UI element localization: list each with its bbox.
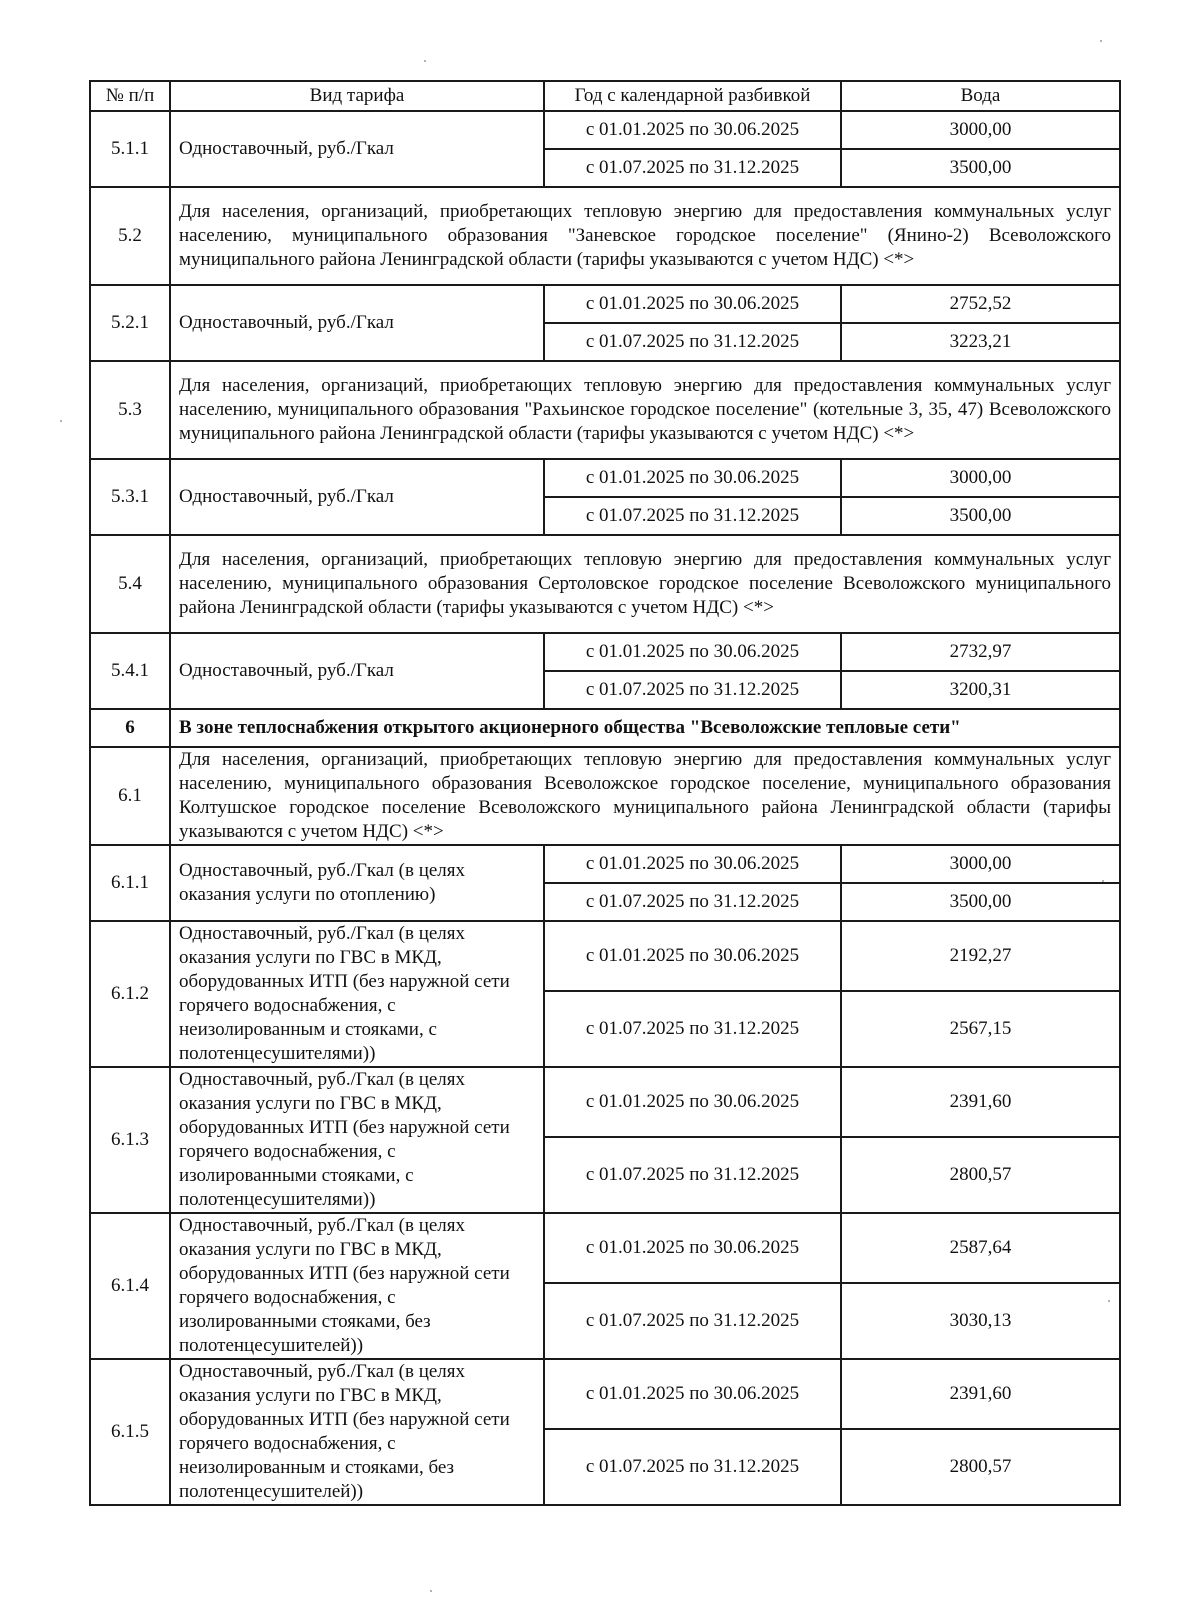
scan-speck: [424, 60, 426, 62]
table-row: [90, 747, 1120, 845]
water-value: 3500,00: [841, 883, 1120, 921]
period-h1: с 01.01.2025 по 30.06.2025: [544, 845, 841, 883]
row-number: 5.4.1: [90, 633, 170, 709]
water-value: 3500,00: [841, 497, 1120, 535]
header-kind: Вид тарифа: [170, 81, 544, 111]
header-num: № п/п: [90, 81, 170, 111]
period-h1: с 01.01.2025 по 30.06.2025: [544, 1359, 841, 1429]
table-row: [90, 459, 1120, 497]
tariff-table: [89, 80, 1121, 1506]
row-number: 6.1: [90, 747, 170, 845]
tariff-kind: Одноставочный, руб./Гкал: [170, 285, 544, 361]
row-number: 5.2: [90, 187, 170, 285]
period-h1: с 01.01.2025 по 30.06.2025: [544, 921, 841, 991]
water-value: 3223,21: [841, 323, 1120, 361]
period-h2: с 01.07.2025 по 31.12.2025: [544, 497, 841, 535]
tariff-kind: Одноставочный, руб./Гкал (в целях оказания услуги по отоплению): [170, 845, 544, 921]
table-row: [90, 361, 1120, 459]
period-h2: с 01.07.2025 по 31.12.2025: [544, 323, 841, 361]
scan-speck: [430, 1590, 432, 1592]
water-value: 2800,57: [841, 1429, 1120, 1505]
section-description: Для населения, организаций, приобретающих тепловую энергию для предоставления коммунальных услуг населению, муниципального образования Всеволожское городское поселение, муниципального образования Колтушское городское поселение Всеволожского муниципального района Ленинградской области (тарифы указываются с учетом НДС) <*>: [170, 747, 1120, 845]
table-row: [90, 1213, 1120, 1283]
row-number: 6.1.3: [90, 1067, 170, 1213]
table-row: [90, 1359, 1120, 1429]
table-row: [90, 535, 1120, 633]
table-row: [90, 111, 1120, 149]
period-h1: с 01.01.2025 по 30.06.2025: [544, 1213, 841, 1283]
period-h2: с 01.07.2025 по 31.12.2025: [544, 671, 841, 709]
header-water: Вода: [841, 81, 1120, 111]
period-h2: с 01.07.2025 по 31.12.2025: [544, 1283, 841, 1359]
period-h1: с 01.01.2025 по 30.06.2025: [544, 1067, 841, 1137]
period-h1: с 01.01.2025 по 30.06.2025: [544, 111, 841, 149]
tariff-kind: Одноставочный, руб./Гкал: [170, 459, 544, 535]
header-period: Год с календарной разбивкой: [544, 81, 841, 111]
water-value: 2752,52: [841, 285, 1120, 323]
water-value: 3030,13: [841, 1283, 1120, 1359]
zone-heading: В зоне теплоснабжения открытого акционерного общества "Всеволожские тепловые сети": [170, 709, 1120, 747]
table-row: [90, 187, 1120, 285]
table-row: [90, 921, 1120, 991]
tariff-kind: Одноставочный, руб./Гкал: [170, 111, 544, 187]
water-value: 3000,00: [841, 845, 1120, 883]
period-h2: с 01.07.2025 по 31.12.2025: [544, 1429, 841, 1505]
water-value: 3200,31: [841, 671, 1120, 709]
period-h1: с 01.01.2025 по 30.06.2025: [544, 459, 841, 497]
table-row: [90, 633, 1120, 671]
scan-speck: [1108, 1300, 1110, 1302]
water-value: 2567,15: [841, 991, 1120, 1067]
period-h2: с 01.07.2025 по 31.12.2025: [544, 1137, 841, 1213]
tariff-kind: Одноставочный, руб./Гкал (в целях оказания услуги по ГВС в МКД, оборудованных ИТП (без наружной сети горячего водоснабжения, с изолированными стояками, без полотенцесушителей)): [170, 1213, 544, 1359]
row-number: 6.1.5: [90, 1359, 170, 1505]
water-value: 2800,57: [841, 1137, 1120, 1213]
water-value: 2587,64: [841, 1213, 1120, 1283]
period-h2: с 01.07.2025 по 31.12.2025: [544, 991, 841, 1067]
scan-speck: [60, 420, 62, 422]
scan-speck: [1102, 880, 1104, 882]
water-value: 2391,60: [841, 1067, 1120, 1137]
table-row: [90, 845, 1120, 883]
tariff-kind: Одноставочный, руб./Гкал: [170, 633, 544, 709]
water-value: 3000,00: [841, 111, 1120, 149]
row-number: 5.4: [90, 535, 170, 633]
period-h2: с 01.07.2025 по 31.12.2025: [544, 883, 841, 921]
table-row: [90, 1067, 1120, 1137]
water-value: 2391,60: [841, 1359, 1120, 1429]
table-row: [90, 285, 1120, 323]
row-number: 5.3: [90, 361, 170, 459]
tariff-kind: Одноставочный, руб./Гкал (в целях оказания услуги по ГВС в МКД, оборудованных ИТП (без наружной сети горячего водоснабжения, с изолированными стояками, с полотенцесушителями)): [170, 1067, 544, 1213]
period-h1: с 01.01.2025 по 30.06.2025: [544, 633, 841, 671]
row-number: 5.3.1: [90, 459, 170, 535]
tariff-kind: Одноставочный, руб./Гкал (в целях оказания услуги по ГВС в МКД, оборудованных ИТП (без наружной сети горячего водоснабжения, с неизолированным и стояками, с полотенцесушителями)): [170, 921, 544, 1067]
section-description: Для населения, организаций, приобретающих тепловую энергию для предоставления коммунальных услуг населению, муниципального образования "Рахьинское городское поселение" (котельные 3, 35, 47) Всеволожского муниципального района Ленинградской области (тарифы указываются с учетом НДС) <*>: [170, 361, 1120, 459]
row-number: 5.1.1: [90, 111, 170, 187]
period-h1: с 01.01.2025 по 30.06.2025: [544, 285, 841, 323]
table-header-row: [90, 81, 1120, 111]
row-number: 6.1.4: [90, 1213, 170, 1359]
section-description: Для населения, организаций, приобретающих тепловую энергию для предоставления коммунальных услуг населению, муниципального образования "Заневское городское поселение" (Янино-2) Всеволожского муниципального района Ленинградской области (тарифы указываются с учетом НДС) <*>: [170, 187, 1120, 285]
row-number: 6.1.1: [90, 845, 170, 921]
tariff-kind: Одноставочный, руб./Гкал (в целях оказания услуги по ГВС в МКД, оборудованных ИТП (без наружной сети горячего водоснабжения, с неизолированным и стояками, без полотенцесушителей)): [170, 1359, 544, 1505]
period-h2: с 01.07.2025 по 31.12.2025: [544, 149, 841, 187]
scan-speck: [1100, 40, 1102, 42]
table-row: [90, 709, 1120, 747]
water-value: 3500,00: [841, 149, 1120, 187]
water-value: 2732,97: [841, 633, 1120, 671]
row-number: 6.1.2: [90, 921, 170, 1067]
water-value: 3000,00: [841, 459, 1120, 497]
section-description: Для населения, организаций, приобретающих тепловую энергию для предоставления коммунальных услуг населению, муниципального образования Сертоловское городское поселение Всеволожского муниципального района Ленинградской области (тарифы указываются с учетом НДС) <*>: [170, 535, 1120, 633]
water-value: 2192,27: [841, 921, 1120, 991]
row-number: 5.2.1: [90, 285, 170, 361]
row-number: 6: [90, 709, 170, 747]
